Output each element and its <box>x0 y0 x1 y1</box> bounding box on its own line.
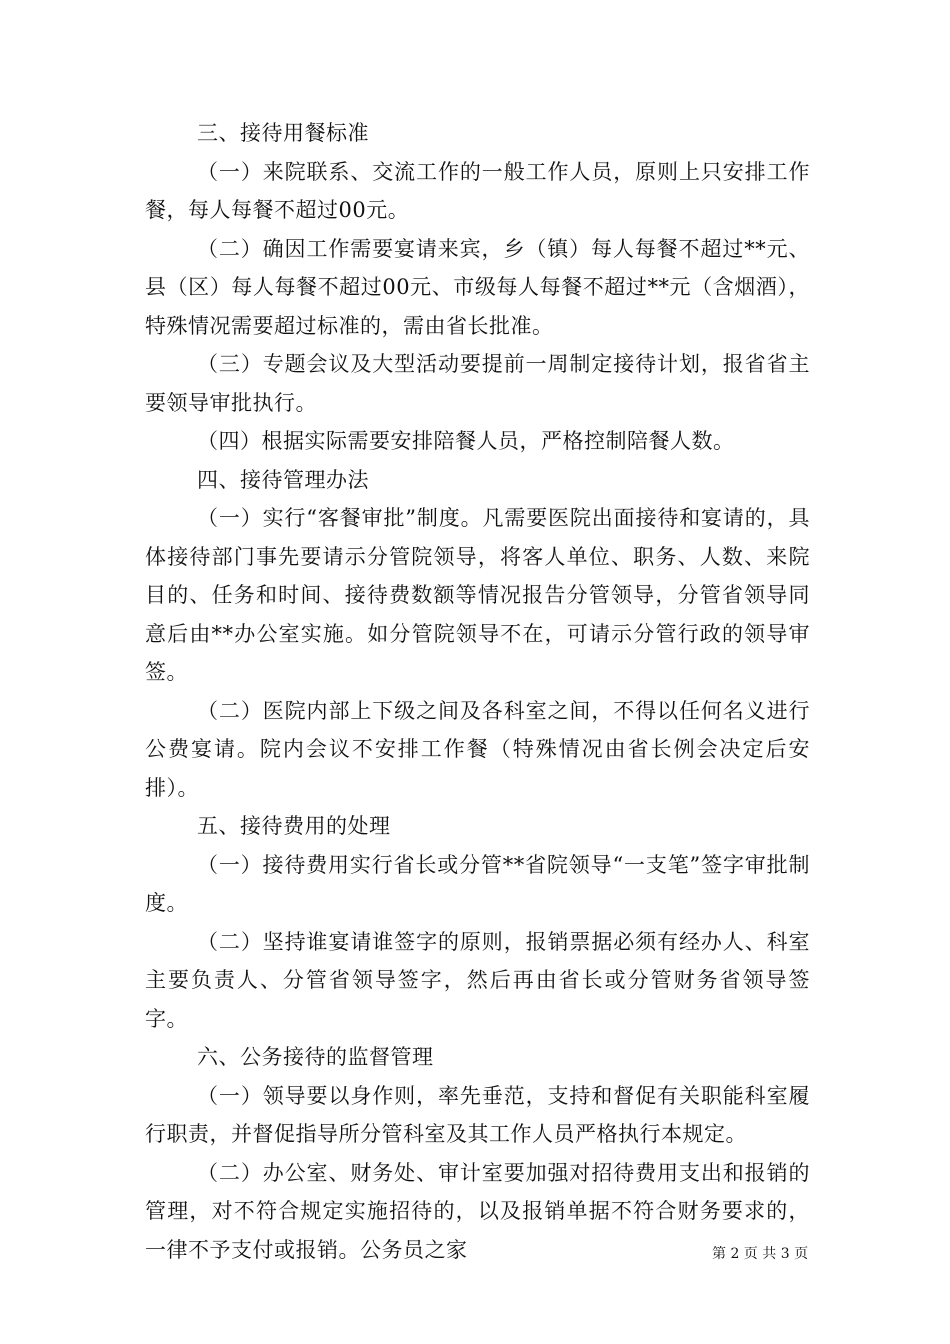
section-heading-3: 三、接待用餐标准 <box>197 121 369 145</box>
paragraph: （二）医院内部上下级之间及各科室之间，不得以任何名义进行公费宴请。院内会议不安排工作餐（特殊情况由省长例会决定后安排）。 <box>145 698 810 800</box>
section-heading-4: 四、接待管理办法 <box>197 467 369 492</box>
section-heading-5: 五、接待费用的处理 <box>197 814 391 838</box>
paragraph: （一）来院联系、交流工作的一般工作人员，原则上只安排工作餐，每人每餐不超过00元。 <box>145 159 810 222</box>
paragraph: （一）接待费用实行省长或分管**省院领导“一支笔”签字审批制度。 <box>145 852 810 915</box>
paragraph: （一）实行“客餐审批”制度。凡需要医院出面接待和宴请的，具体接待部门事先要请示分管院领导，将客人单位、职务、人数、来院目的、任务和时间、接待费数额等情况报告分管领导，分管省领导同意后由**办公室实施。如分管院领导不在，可请示分管行政的领导审签。 <box>145 506 810 684</box>
paragraph: （二）确因工作需要宴请来宾，乡（镇）每人每餐不超过**元、县（区）每人每餐不超过00元、市级每人每餐不超过**元（含烟酒），特殊情况需要超过标准的，需由省长批准。 <box>145 236 810 338</box>
section-heading-6: 六、公务接待的监督管理 <box>197 1045 434 1069</box>
page-number: 第 2 页 共 3 页 <box>712 1246 809 1262</box>
paragraph: （四）根据实际需要安排陪餐人员，严格控制陪餐人数。 <box>197 429 735 453</box>
paragraph: （二）坚持谁宴请谁签字的原则，报销票据必须有经办人、科室主要负责人、分管省领导签字，然后再由省长或分管财务省领导签字。 <box>145 929 810 1031</box>
paragraph: （二）办公室、财务处、审计室要加强对招待费用支出和报销的管理，对不符合规定实施招待的，以及报销单据不符合财务要求的，一律不予支付或报销。公务员之家 <box>145 1160 810 1262</box>
paragraph: （一）领导要以身作则，率先垂范，支持和督促有关职能科室履行职责，并督促指导所分管科室及其工作人员严格执行本规定。 <box>145 1083 810 1146</box>
paragraph: （三）专题会议及大型活动要提前一周制定接待计划，报省省主要领导审批执行。 <box>145 352 810 415</box>
document-body <box>145 114 810 1269</box>
